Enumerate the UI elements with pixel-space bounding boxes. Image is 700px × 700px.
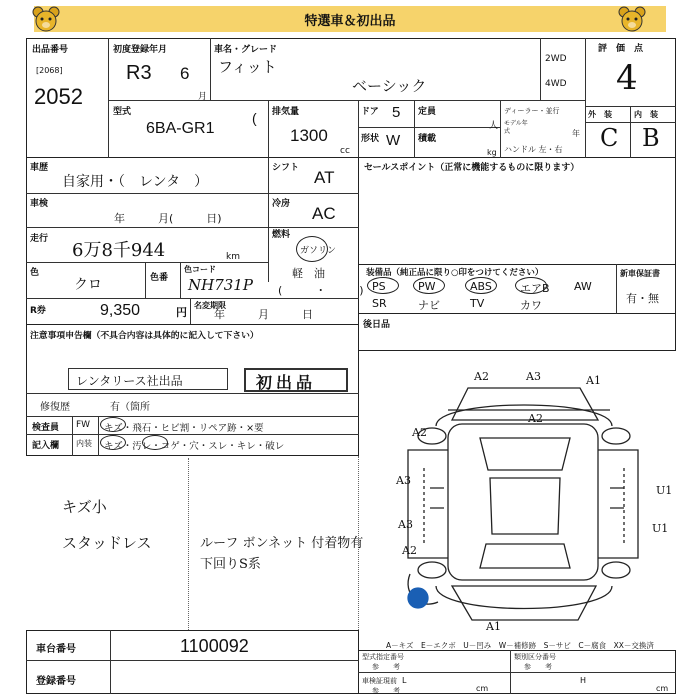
- score: 4: [616, 58, 638, 98]
- fw-scratch-circle: [100, 417, 126, 432]
- first-listing-stamp-text: 初出品: [256, 373, 317, 392]
- fill-label: 記入欄: [32, 441, 60, 451]
- rental-stamp-text: レンタリース社出品: [76, 374, 183, 388]
- drive-4wd: 4WD: [545, 79, 567, 89]
- length-cm: cm: [476, 684, 489, 693]
- fuel-label: 燃料: [272, 230, 291, 240]
- grade: ベーシック: [352, 77, 427, 95]
- name-change: 年 月 日: [214, 308, 313, 321]
- disp-label: 排気量: [272, 107, 300, 117]
- inspection-label: 車検: [30, 199, 49, 209]
- damage-mark: A2: [402, 544, 417, 557]
- height-cm: cm: [656, 684, 669, 693]
- new-car-value: 有・無: [626, 292, 659, 305]
- aftermarket-label: 後日品: [363, 320, 391, 330]
- new-car-label: 新車保証書: [620, 269, 660, 278]
- bear-logo-icon: [32, 6, 60, 32]
- fuel-diesel: 軽 油: [292, 267, 325, 280]
- divider: [108, 100, 585, 101]
- cert-sub: 参 考: [372, 687, 400, 695]
- damage-mark: A2: [412, 426, 427, 439]
- ac: AC: [312, 204, 336, 223]
- repair-value: 有（箇所: [110, 402, 150, 413]
- int-options: キズ・汚レ・コゲ・穴・スレ・キレ・破レ: [104, 441, 285, 452]
- divider: [358, 127, 500, 128]
- height-unit: H: [580, 676, 587, 685]
- int-scratch-circle: [100, 435, 126, 450]
- color-code: NH731P: [188, 276, 253, 294]
- load-label: 積載: [418, 134, 437, 144]
- model: 6BA-GR1: [146, 120, 215, 137]
- type-cert-sub: 参 考: [372, 663, 400, 671]
- damage-mark: A1: [486, 620, 501, 633]
- bear-logo-icon: [618, 6, 646, 32]
- reg-year: R3: [126, 62, 152, 84]
- capacity-label: 定員: [418, 107, 437, 117]
- divider: [414, 100, 415, 158]
- fuel-gas: ガソリン: [300, 246, 337, 256]
- divider: [210, 38, 211, 100]
- divider: [630, 106, 631, 158]
- divider: [108, 38, 109, 158]
- fuel-parens: ( ・ ): [278, 284, 364, 297]
- divider: [145, 262, 146, 298]
- class-label: 類別区分番号: [514, 653, 556, 661]
- color: クロ: [74, 277, 102, 293]
- score-label: 評 価 点: [598, 44, 644, 54]
- repair-label: 修復歴: [40, 402, 70, 413]
- equipment-label: 装備品（純正品に限り○印をつけてください）: [366, 268, 544, 278]
- equipment-circle: [413, 277, 445, 294]
- shape-label: 形状: [361, 134, 380, 144]
- equipment-circle: [465, 277, 497, 294]
- equipment-option: AW: [574, 280, 592, 293]
- reg-month: 6: [180, 64, 190, 83]
- divider: [540, 38, 541, 100]
- chassis-label: 車台番号: [36, 644, 76, 655]
- model-label: 型式: [113, 107, 132, 117]
- model-paren: (: [252, 110, 257, 126]
- cc-unit: cc: [340, 146, 350, 156]
- divider: [26, 416, 359, 417]
- equipment-circle: [515, 277, 547, 294]
- name-change-label: 名変期限: [194, 301, 226, 310]
- aftermarket-frame: [358, 313, 676, 351]
- equipment-option: ABS: [470, 280, 492, 293]
- damage-mark: U1: [656, 484, 673, 497]
- divider: [268, 100, 269, 158]
- fw-label: FW: [76, 420, 91, 430]
- cert-label: 車検証現前: [362, 677, 397, 685]
- int-label: 内 装: [634, 110, 658, 119]
- damage-mark: A2: [528, 412, 543, 425]
- recycle-label: R券: [30, 306, 46, 316]
- divider: [26, 660, 359, 661]
- yen-unit: 円: [176, 306, 187, 319]
- reg-label: 初度登録年月: [113, 45, 168, 55]
- equipment-option: カワ: [520, 299, 542, 312]
- recycle-amount: 9,350: [100, 302, 141, 319]
- month-unit: 月: [198, 92, 208, 102]
- fw-options: キズ・飛石・ヒビ割・リペア跡・×要: [104, 423, 264, 434]
- car-name: フィット: [218, 58, 277, 76]
- lot-number: 2052: [34, 84, 83, 109]
- inspection: 年 月( 日): [114, 212, 222, 225]
- damage-mark: A2: [474, 370, 489, 383]
- damage-legend: A－キズ E－エクボ U－凹み W－補修跡 S－サビ C－腐食 XX－交換済: [386, 641, 654, 650]
- displacement: 1300: [290, 126, 328, 145]
- top-frame: [26, 38, 676, 158]
- damage-mark: A3: [396, 474, 411, 487]
- registration-label: 登録番号: [36, 676, 76, 687]
- lot-label: 出品番号: [32, 45, 69, 55]
- equipment-circle: [367, 277, 399, 294]
- ac-label: 冷房: [272, 199, 291, 209]
- color-label: 色: [30, 268, 40, 278]
- divider: [358, 100, 359, 158]
- divider: [26, 393, 359, 394]
- kg-unit: kg: [487, 148, 497, 157]
- car-damage-diagram: [380, 358, 673, 648]
- class-sub: 参 考: [524, 663, 552, 671]
- header-title: 特選車＆初出品: [304, 14, 396, 29]
- hand-note-3: ルーフ ボンネット 付着物有: [200, 536, 364, 551]
- sales-label: セールスポイント（正常に機能するものに限ります）: [364, 163, 580, 173]
- divider: [110, 630, 111, 694]
- divider: [26, 262, 268, 263]
- divider: [268, 157, 269, 282]
- hand-note-2: スタッドレス: [62, 534, 152, 552]
- divider: [180, 262, 181, 298]
- ext-grade: C: [600, 124, 619, 152]
- capacity-unit: 人: [489, 121, 499, 131]
- divider: [585, 38, 586, 158]
- divider: [26, 298, 359, 299]
- divider: [190, 298, 191, 324]
- shift-label: シフト: [272, 163, 300, 173]
- inspector-label: 検査員: [32, 423, 60, 433]
- sales-frame: [358, 157, 676, 265]
- length-unit: L: [402, 676, 407, 685]
- hand-note-1: キズ小: [62, 498, 107, 516]
- divider: [188, 458, 189, 630]
- equipment-option: SR: [372, 297, 387, 310]
- color-no-label: 色番: [150, 273, 169, 283]
- mileage-label: 走行: [30, 234, 49, 244]
- dealer-label: ディーラー・並行: [504, 107, 560, 115]
- shape: W: [386, 132, 401, 149]
- doors: 5: [392, 104, 401, 121]
- door-label: ドア: [361, 107, 379, 117]
- divider: [98, 416, 99, 456]
- handle-label: ハンドル 左・右: [504, 145, 563, 154]
- equipment-option: エアB: [520, 282, 550, 295]
- km-unit: km: [226, 252, 240, 262]
- usage: 自家用・（ レンタ ）: [62, 174, 209, 190]
- equipment-option: TV: [470, 297, 485, 310]
- chassis-number: 1100092: [180, 636, 249, 656]
- int-label-small: 内装: [76, 439, 92, 448]
- divider: [26, 434, 359, 435]
- model-year-label: モデル年式: [504, 120, 528, 135]
- int-grade: B: [642, 124, 660, 152]
- int-dirt-circle: [142, 435, 168, 450]
- lot-small: [2068]: [36, 66, 63, 75]
- divider: [500, 100, 501, 158]
- hand-note-4: 下回りS系: [200, 557, 261, 572]
- name-label: 車名・グレード: [214, 45, 278, 55]
- equipment-option: ナビ: [418, 299, 440, 312]
- notes-label: 注意事項申告欄（不具合内容は具体的に記入して下さい）: [30, 331, 259, 341]
- damage-mark: U1: [652, 522, 669, 535]
- damage-mark: A1: [586, 374, 601, 387]
- ext-label: 外 装: [588, 110, 612, 119]
- divider: [26, 193, 359, 194]
- divider: [26, 227, 359, 228]
- damage-mark: A3: [526, 370, 541, 383]
- color-code-label: 色コード: [184, 265, 216, 274]
- divider: [358, 672, 676, 673]
- divider: [72, 416, 73, 456]
- shift: AT: [314, 168, 335, 187]
- equipment-option: PS: [372, 280, 386, 293]
- divider: [616, 264, 617, 314]
- mileage: 6万8千944: [72, 240, 166, 261]
- history-label: 車歴: [30, 163, 49, 173]
- equipment-option: PW: [418, 280, 436, 293]
- type-cert-label: 型式指定番号: [362, 653, 404, 661]
- drive-2wd: 2WD: [545, 54, 567, 64]
- year-unit: 年: [572, 129, 580, 138]
- damage-mark: A3: [398, 518, 413, 531]
